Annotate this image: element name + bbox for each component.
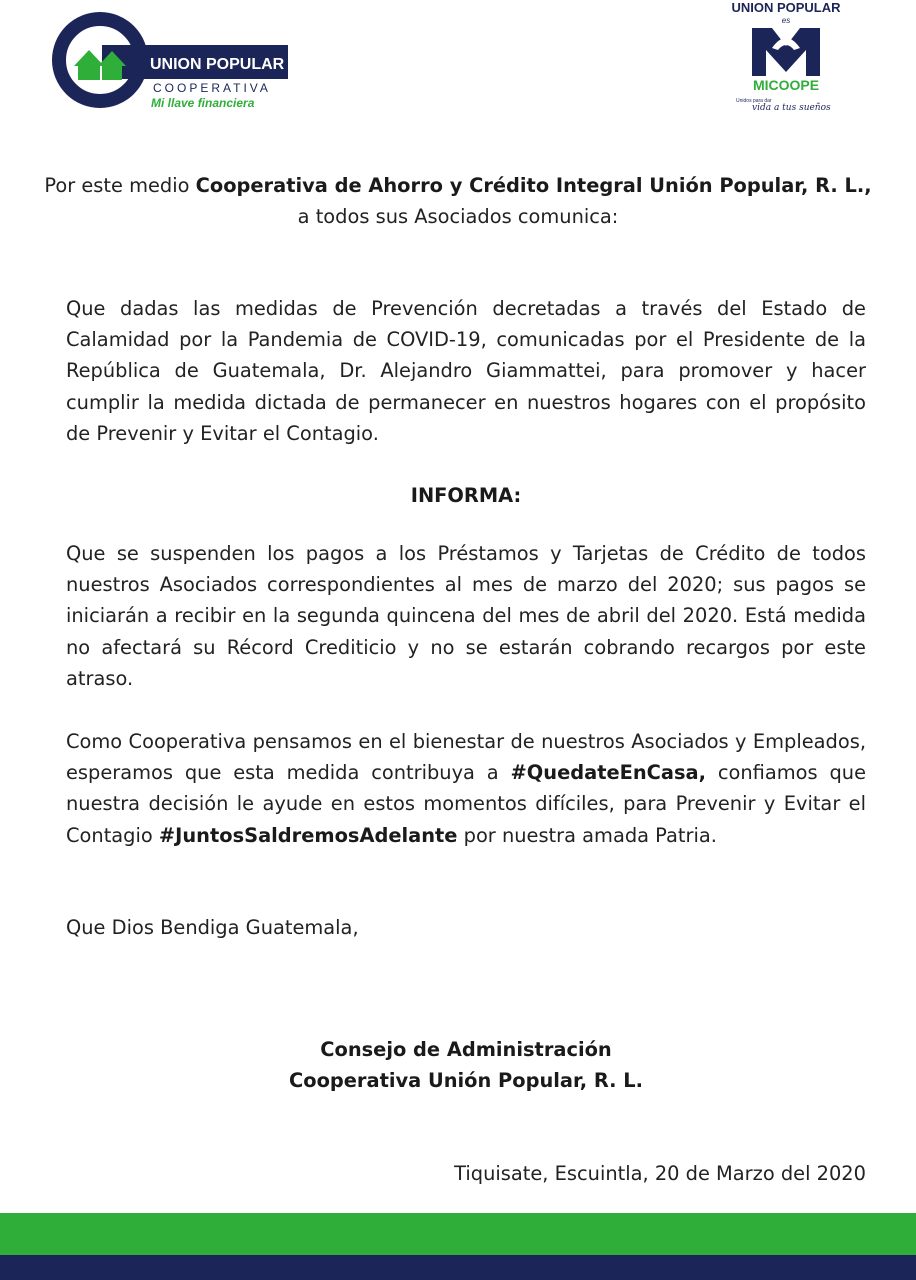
hashtag-juntos: #JuntosSaldremosAdelante bbox=[158, 823, 458, 847]
para3-part3: por nuestra amada Patria. bbox=[457, 823, 717, 847]
m-person-icon bbox=[752, 28, 820, 76]
micoope-es-text: es bbox=[781, 16, 791, 25]
micoope-tagline-small: Unidos para dar bbox=[736, 98, 772, 104]
micoope-logo bbox=[722, 0, 850, 120]
intro-org-name: Cooperativa de Ahorro y Crédito Integral Unión Popular, R. L., bbox=[195, 174, 872, 197]
intro-lead: Por este medio bbox=[44, 174, 196, 197]
logo-name: UNION POPULAR bbox=[150, 56, 285, 73]
closing-line: Que Dios Bendiga Guatemala, bbox=[66, 916, 359, 939]
micoope-tagline-script: vida a tus sueños bbox=[752, 103, 831, 113]
place-date: Tiquisate, Escuintla, 20 de Marzo del 2020 bbox=[454, 1162, 866, 1185]
footer-green-stripe bbox=[0, 1213, 916, 1255]
intro-paragraph bbox=[40, 170, 876, 232]
micoope-top-text: UNION POPULAR bbox=[731, 0, 841, 15]
signature-line2: Cooperativa Unión Popular, R. L. bbox=[289, 1069, 643, 1093]
paragraph-suspension: Que se suspenden los pagos a los Préstamos y Tarjetas de Crédito de todos nuestros Asociados correspondientes al mes de marzo del 2020; sus pagos se iniciarán a recibir en la segunda quincena del mes de abril del 2020. Está medida no afectará su Récord Crediticio y no se estarán cobrando recargos por este atraso. bbox=[66, 542, 866, 690]
paragraph-context: Que dadas las medidas de Prevención decretadas a través del Estado de Calamidad por la Pandemia de COVID-19, comunicadas por el Presidente de la República de Guatemala, Dr. Alejandro Giammattei, para promover y hacer cumplir la medida dictada de permanecer en nuestros hogares con el propósito de Prevenir y Evitar el Contagio. bbox=[66, 297, 866, 445]
signature-line1: Consejo de Administración bbox=[320, 1038, 612, 1061]
paragraph-cooperative bbox=[66, 726, 866, 851]
micoope-brand-text: MICOOPE bbox=[752, 77, 820, 93]
informa-heading bbox=[66, 480, 866, 511]
logo-tagline: Mi llave financiera bbox=[151, 96, 255, 110]
footer-navy-stripe bbox=[0, 1255, 916, 1280]
logo-sub: COOPERATIVA bbox=[153, 81, 271, 95]
hashtag-quedate: #QuedateEnCasa, bbox=[510, 761, 706, 785]
para3-part2: confiamos que nuestra decisión le ayude en estos momentos difíciles, para Prevenir y Evitar el Contagio bbox=[66, 761, 867, 847]
signature-block bbox=[66, 1034, 866, 1096]
intro-line2: a todos sus Asociados comunica: bbox=[297, 205, 619, 229]
union-popular-logo bbox=[50, 10, 290, 114]
para3-part1: Como Cooperativa pensamos en el bienestar de nuestros Asociados y Empleados, esperamos que esta medida contribuya a bbox=[66, 730, 866, 785]
informa-text: INFORMA: bbox=[410, 484, 522, 507]
